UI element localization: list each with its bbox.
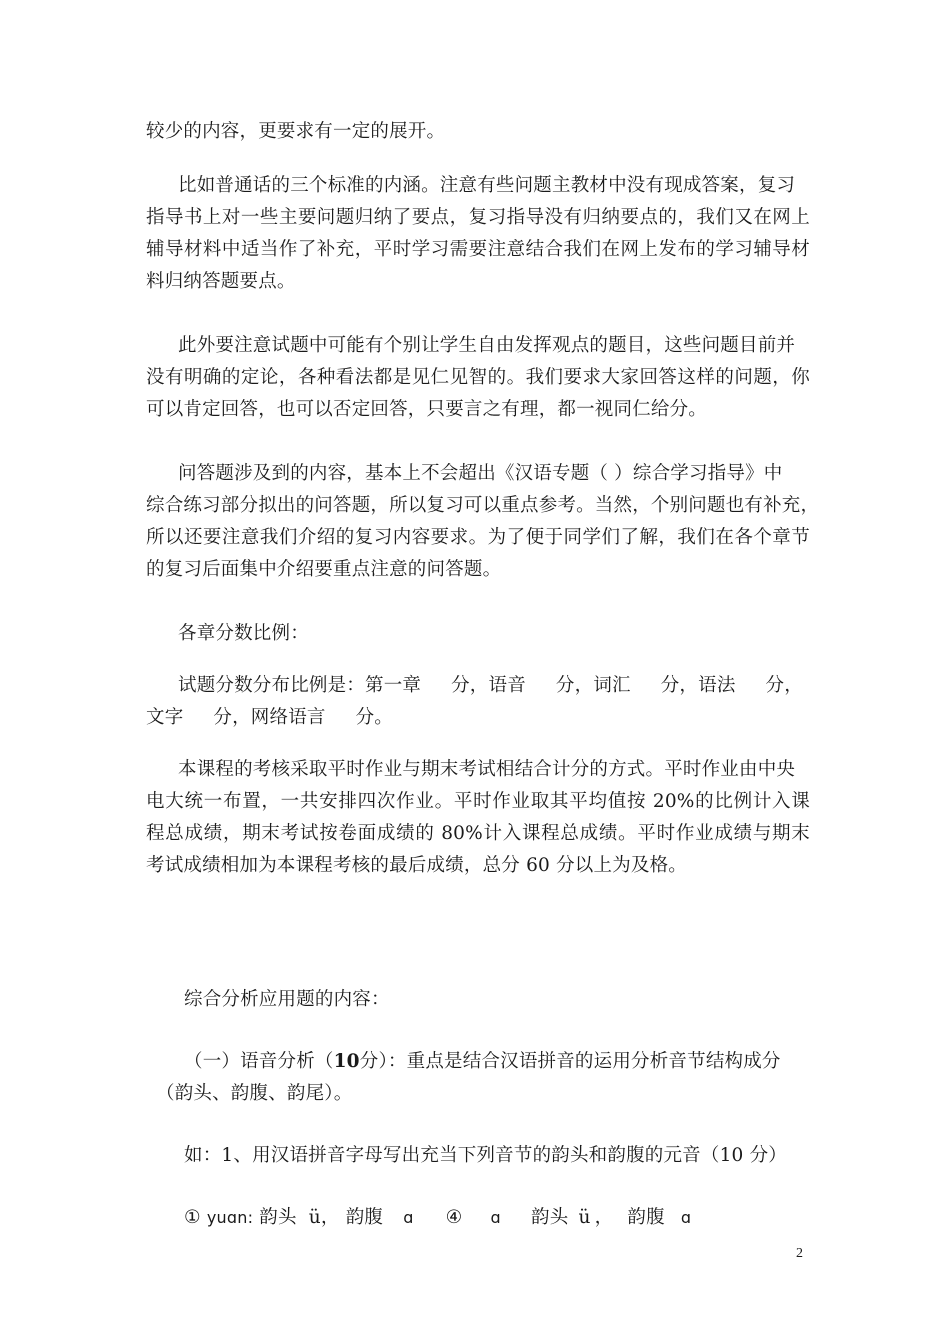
syllable: ɑ [490,1208,501,1227]
label: 韵头 [531,1207,569,1228]
paragraph-line: 较少的内容，更要求有一定的展开。 [146,121,446,142]
score-ratio-line [146,706,810,730]
section-label: 各章分数比例： [178,623,309,644]
ratio-text: 分，语音 [451,675,526,696]
item-number: ① [184,1207,201,1228]
paragraph-line: 问答题涉及到的内容，基本上不会超出《汉语专题（ ）综合学习指导》中 [178,463,783,484]
ratio-text: 分，词汇 [555,675,631,696]
score-ratio-line [178,674,810,698]
separator: ， [594,1207,614,1228]
heading-score: 10 [333,1051,360,1072]
paragraph-line: 电大统一布置，一共安排四次作业。平时作业取其平均值按 20%的比例计入课 [146,791,810,812]
paragraph-line: 考试成绩相加为本课程考核的最后成绩，总分 60 分以上为及格。 [146,855,688,876]
item-number: ④ [445,1207,463,1228]
vowel: ɑ [403,1208,414,1227]
label: 韵腹 [627,1207,665,1228]
ratio-text: 试题分数分布比例是：第一章 [178,675,422,696]
paragraph-line: 可以肯定回答，也可以否定回答，只要言之有理，都一视同仁给分。 [146,399,708,420]
separator: ， [320,1207,340,1228]
ratio-text: 分，网络语言 [213,707,326,728]
paragraph-line: 综合练习部分拟出的问答题，所以复习可以重点参考。当然，个别问题也有补充， [146,495,820,516]
paragraph-line: 的复习后面集中介绍要重点注意的问答题。 [146,559,502,580]
paragraph-line: 比如普通话的三个标准的内涵。注意有些问题主教材中没有现成答案，复习 [178,175,796,196]
paragraph-line: 指导书上对一些主要问题归纳了要点，复习指导没有归纳要点的，我们又在网上 [146,207,810,228]
answer-line [184,1206,848,1230]
subsection-heading-cont: （韵头、韵腹、韵尾）。 [156,1083,353,1104]
syllable: yuɑn: [206,1208,254,1227]
vowel: ɑ [680,1208,692,1227]
label: 韵头 [259,1207,297,1228]
heading-text: 分）：重点是结合汉语拼音的运用分析音节结构成分 [359,1051,781,1072]
paragraph-line: 料归纳答题要点。 [146,271,296,292]
label: 韵腹 [345,1207,384,1228]
ratio-text: 文字 [146,707,184,728]
paragraph-line: 程总成绩，期末考试按卷面成绩的 80%计入课程总成绩。平时作业成绩与期末 [146,823,810,844]
paragraph-line: 所以还要注意我们介绍的复习内容要求。为了便于同学们了解，我们在各个章节 [146,527,810,548]
vowel: ü [308,1207,321,1228]
section-title: 综合分析应用题的内容： [184,989,390,1010]
ratio-text: 分，语法 [660,675,736,696]
paragraph-line: 没有明确的定论，各种看法都是见仁见智的。我们要求大家回答这样的问题，你 [146,367,810,388]
paragraph-line: 本课程的考核采取平时作业与期末考试相结合计分的方式。平时作业由中央 [178,759,796,780]
ratio-text: 分。 [355,707,394,728]
vowel: ü [578,1207,591,1228]
ratio-text: 分， [765,675,803,696]
paragraph-line: 辅导材料中适当作了补充，平时学习需要注意结合我们在网上发布的学习辅导材 [146,239,810,260]
subsection-heading [184,1050,810,1074]
example-question: 如：1、用汉语拼音字母写出充当下列音节的韵头和韵腹的元音（10 分） [184,1145,787,1166]
paragraph-line: 此外要注意试题中可能有个别让学生自由发挥观点的题目，这些问题目前并 [178,335,796,356]
heading-text: （一）语音分析（ [184,1051,334,1072]
page-number: 2 [796,1246,803,1261]
